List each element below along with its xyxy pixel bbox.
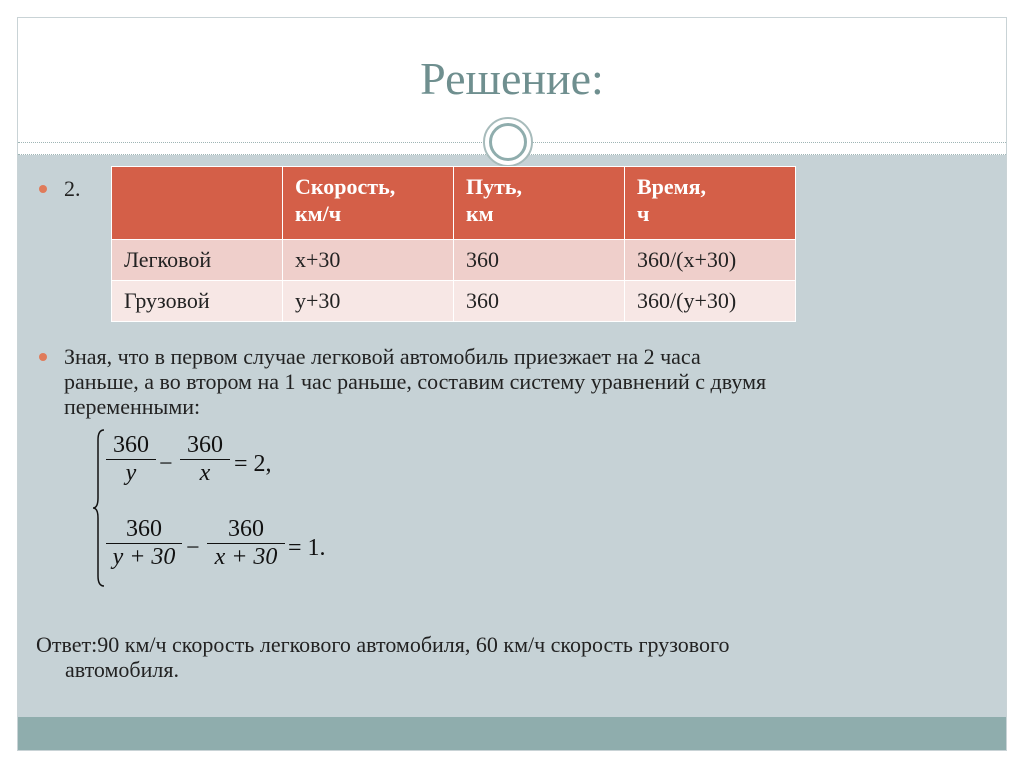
table-header-cell: [112, 167, 283, 240]
fraction: $\frac{360}{x + 30}$: [207, 516, 285, 571]
table-header-row: [112, 167, 796, 240]
answer-text: Ответ:90 км/ч скорость легкового автомобиля, 60 км/ч скорость грузового автомобиля.: [36, 632, 730, 682]
bullet-icon: [39, 185, 47, 193]
table-cell: 360: [454, 281, 625, 322]
minus-sign: −: [159, 451, 173, 477]
fraction: $\frac{360}{y}$: [106, 432, 156, 487]
brace-icon: [92, 428, 106, 588]
footer-bar: [18, 717, 1006, 750]
equation-rhs: = 1.: [288, 535, 326, 561]
table-row: [112, 281, 796, 322]
item-number: 2.: [64, 176, 81, 201]
table-header-cell: Скорость, км/ч: [283, 167, 454, 240]
table-header-cell: Путь, км: [454, 167, 625, 240]
table-cell: x+30: [283, 240, 454, 281]
data-table: [111, 166, 796, 322]
table-cell: Легковой: [112, 240, 283, 281]
fraction: $\frac{360}{y + 30}$: [106, 516, 182, 571]
fraction: $\frac{360}{x}$: [180, 432, 230, 487]
table-row: [112, 240, 796, 281]
table-cell: y+30: [283, 281, 454, 322]
bullet-icon: [39, 353, 47, 361]
table-cell: 360: [454, 240, 625, 281]
minus-sign: −: [186, 535, 200, 561]
decorative-ring-icon: [489, 123, 527, 161]
paragraph: Зная, что в первом случае легковой автомобиль приезжает на 2 часа раньше, а во втором на 1 час раньше, составим систему уравнений с двумя переменными:: [64, 344, 767, 419]
table-header-cell: Время, ч: [625, 167, 796, 240]
table-cell: 360/(y+30): [625, 281, 796, 322]
table-cell: 360/(x+30): [625, 240, 796, 281]
equation-rhs: = 2,: [234, 451, 272, 477]
slide-title: Решение:: [420, 53, 604, 104]
table-cell: Грузовой: [112, 281, 283, 322]
